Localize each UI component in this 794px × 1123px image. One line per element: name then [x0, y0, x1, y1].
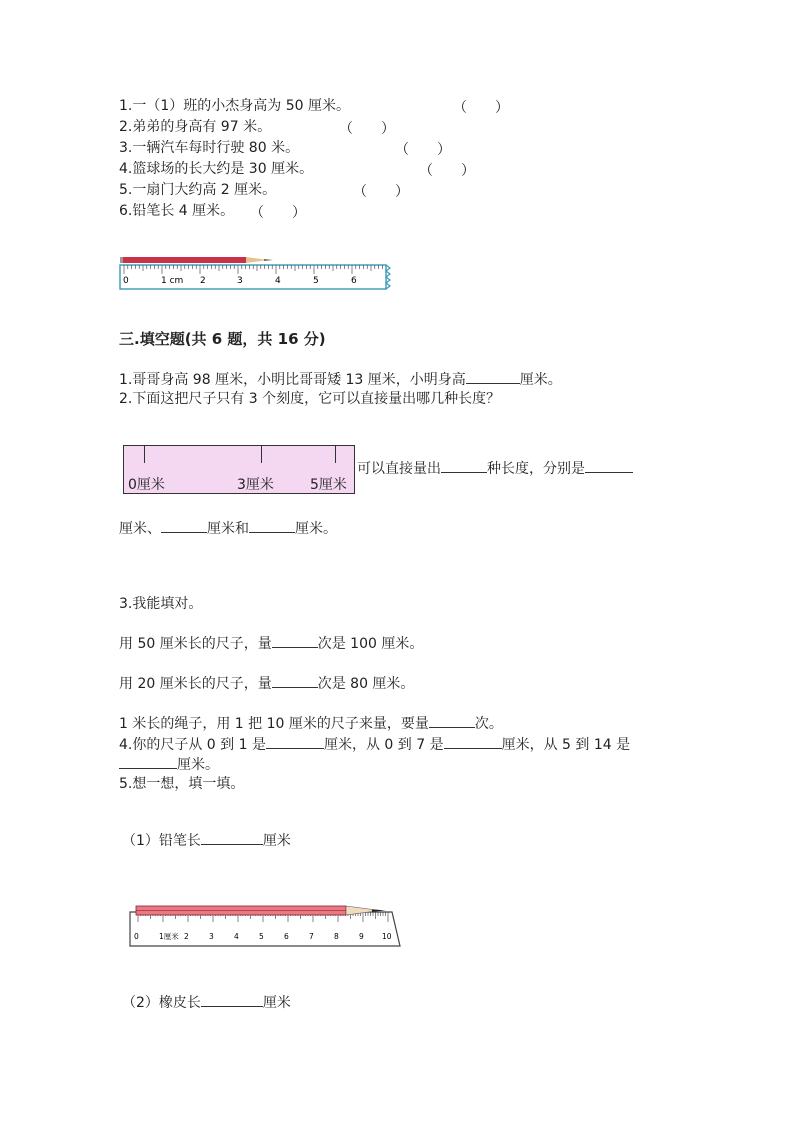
ruler-label: 7 [309, 932, 314, 941]
q3-l2-unit: 次是 80 厘米。 [317, 676, 415, 692]
ruler-mark-5: 5厘米 [310, 477, 347, 493]
ruler-label: 10 [382, 932, 392, 941]
q4-blank-1[interactable] [266, 734, 324, 749]
answer-paren-5[interactable]: （ ） [353, 184, 409, 200]
q3-l3-unit: 次。 [474, 716, 503, 732]
q4-blank-3[interactable] [119, 754, 177, 769]
answer-paren-1[interactable]: （ ） [453, 100, 509, 116]
question-3-title: 3.我能填对。 [119, 596, 203, 612]
q5-p2-text: （2）橡皮长 [122, 995, 201, 1011]
section-title: 三.填空题(共 6 题，共 16 分) [119, 330, 326, 348]
ruler-label: 0 [134, 932, 139, 941]
q2-blank-1[interactable] [585, 458, 633, 473]
q3-line-2 [119, 673, 414, 693]
ruler-label: 1 cm [161, 276, 184, 286]
q3-line-1 [119, 633, 423, 653]
q1-unit: 厘米。 [519, 372, 562, 388]
q2-blank-3[interactable] [249, 518, 295, 533]
q3-l2-text: 用 20 厘米长的尺子，量 [119, 676, 272, 692]
q5-p1-text: （1）铅笔长 [122, 833, 201, 849]
ruler-label: 3 [209, 932, 214, 941]
q1-blank[interactable] [466, 369, 520, 384]
judge-item-5: 5.一扇门大约高 2 厘米。 [119, 182, 277, 198]
answer-paren-4[interactable]: （ ） [419, 163, 475, 179]
q5-blank-2[interactable] [201, 992, 263, 1007]
q3-blank-1[interactable] [272, 633, 318, 648]
q5-p1-unit: 厘米 [262, 833, 291, 849]
question-5-title: 5.想一想，填一填。 [119, 776, 245, 792]
three-mark-ruler [123, 445, 355, 494]
ruler-label: 3 [237, 276, 243, 286]
q5-part-2 [122, 992, 291, 1012]
q3-l1-text: 用 50 厘米长的尺子，量 [119, 636, 272, 652]
judge-item-4: 4.篮球场的长大约是 30 厘米。 [119, 161, 314, 177]
q3-l1-unit: 次是 100 厘米。 [317, 636, 424, 652]
q2-blank-count[interactable] [441, 458, 487, 473]
judge-item-2: 2.弟弟的身高有 97 米。 [119, 119, 272, 135]
ruler-label: 1厘米 [159, 932, 179, 941]
q5-part-1 [122, 830, 291, 850]
q2-text-c: 厘米、 [119, 521, 161, 537]
q3-l3-text: 1 米长的绳子，用 1 把 10 厘米的尺子来量，要量 [119, 716, 429, 732]
q2-text-b: 种长度，分别是 [487, 461, 585, 477]
ruler-label: 5 [313, 276, 319, 286]
q2-text-d: 厘米和 [207, 521, 249, 537]
ruler-label: 5 [259, 932, 264, 941]
q2-blank-2[interactable] [161, 518, 207, 533]
ruler-label: 4 [275, 276, 281, 286]
ruler-mark-3: 3厘米 [237, 477, 274, 493]
ruler-label: 2 [200, 276, 206, 286]
ruler-label: 4 [234, 932, 239, 941]
question-1 [119, 369, 562, 389]
q4-text-c: 厘米，从 5 到 14 是 [501, 737, 631, 753]
ruler-label: 8 [334, 932, 339, 941]
answer-paren-6[interactable]: （ ） [250, 205, 306, 221]
q2-text-a: 可以直接量出 [357, 461, 441, 477]
pencil-on-ruler-figure [128, 900, 408, 950]
ruler-label: 9 [359, 932, 364, 941]
q5-blank-1[interactable] [201, 830, 263, 845]
answer-paren-3[interactable]: （ ） [395, 142, 451, 158]
q2-answer-line-2 [119, 518, 337, 538]
question-4-line-1 [119, 734, 630, 754]
ruler-label: 6 [351, 276, 357, 286]
judge-item-3: 3.一辆汽车每时行驶 80 米。 [119, 140, 300, 156]
q4-text-d: 厘米。 [177, 757, 219, 773]
q2-answer-line-1 [357, 458, 633, 478]
judge-item-1: 1.一（1）班的小杰身高为 50 厘米。 [119, 98, 350, 114]
q5-p2-unit: 厘米 [262, 995, 291, 1011]
ruler-label: 0 [123, 276, 129, 286]
q3-blank-2[interactable] [272, 673, 318, 688]
judge-item-6: 6.铅笔长 4 厘米。 [119, 203, 235, 219]
pencil-body [122, 257, 246, 263]
q4-text-a: 4.你的尺子从 0 到 1 是 [119, 737, 266, 753]
question-2: 2.下面这把尺子只有 3 个刻度，它可以直接量出哪几种长度？ [119, 391, 501, 407]
ruler-label: 6 [284, 932, 289, 941]
ruler-mark-0: 0厘米 [128, 477, 165, 493]
q2-text-e: 厘米。 [295, 521, 337, 537]
q3-blank-3[interactable] [429, 713, 475, 728]
question-4-line-2 [119, 754, 219, 774]
q3-line-3 [119, 713, 503, 733]
answer-paren-2[interactable]: （ ） [339, 121, 395, 137]
ruler-label: 2 [184, 932, 189, 941]
ruler-with-pencil-figure [118, 252, 398, 294]
q4-blank-2[interactable] [444, 734, 502, 749]
q4-text-b: 厘米，从 0 到 7 是 [323, 737, 444, 753]
q1-text: 1.哥哥身高 98 厘米，小明比哥哥矮 13 厘米，小明身高 [119, 372, 466, 388]
